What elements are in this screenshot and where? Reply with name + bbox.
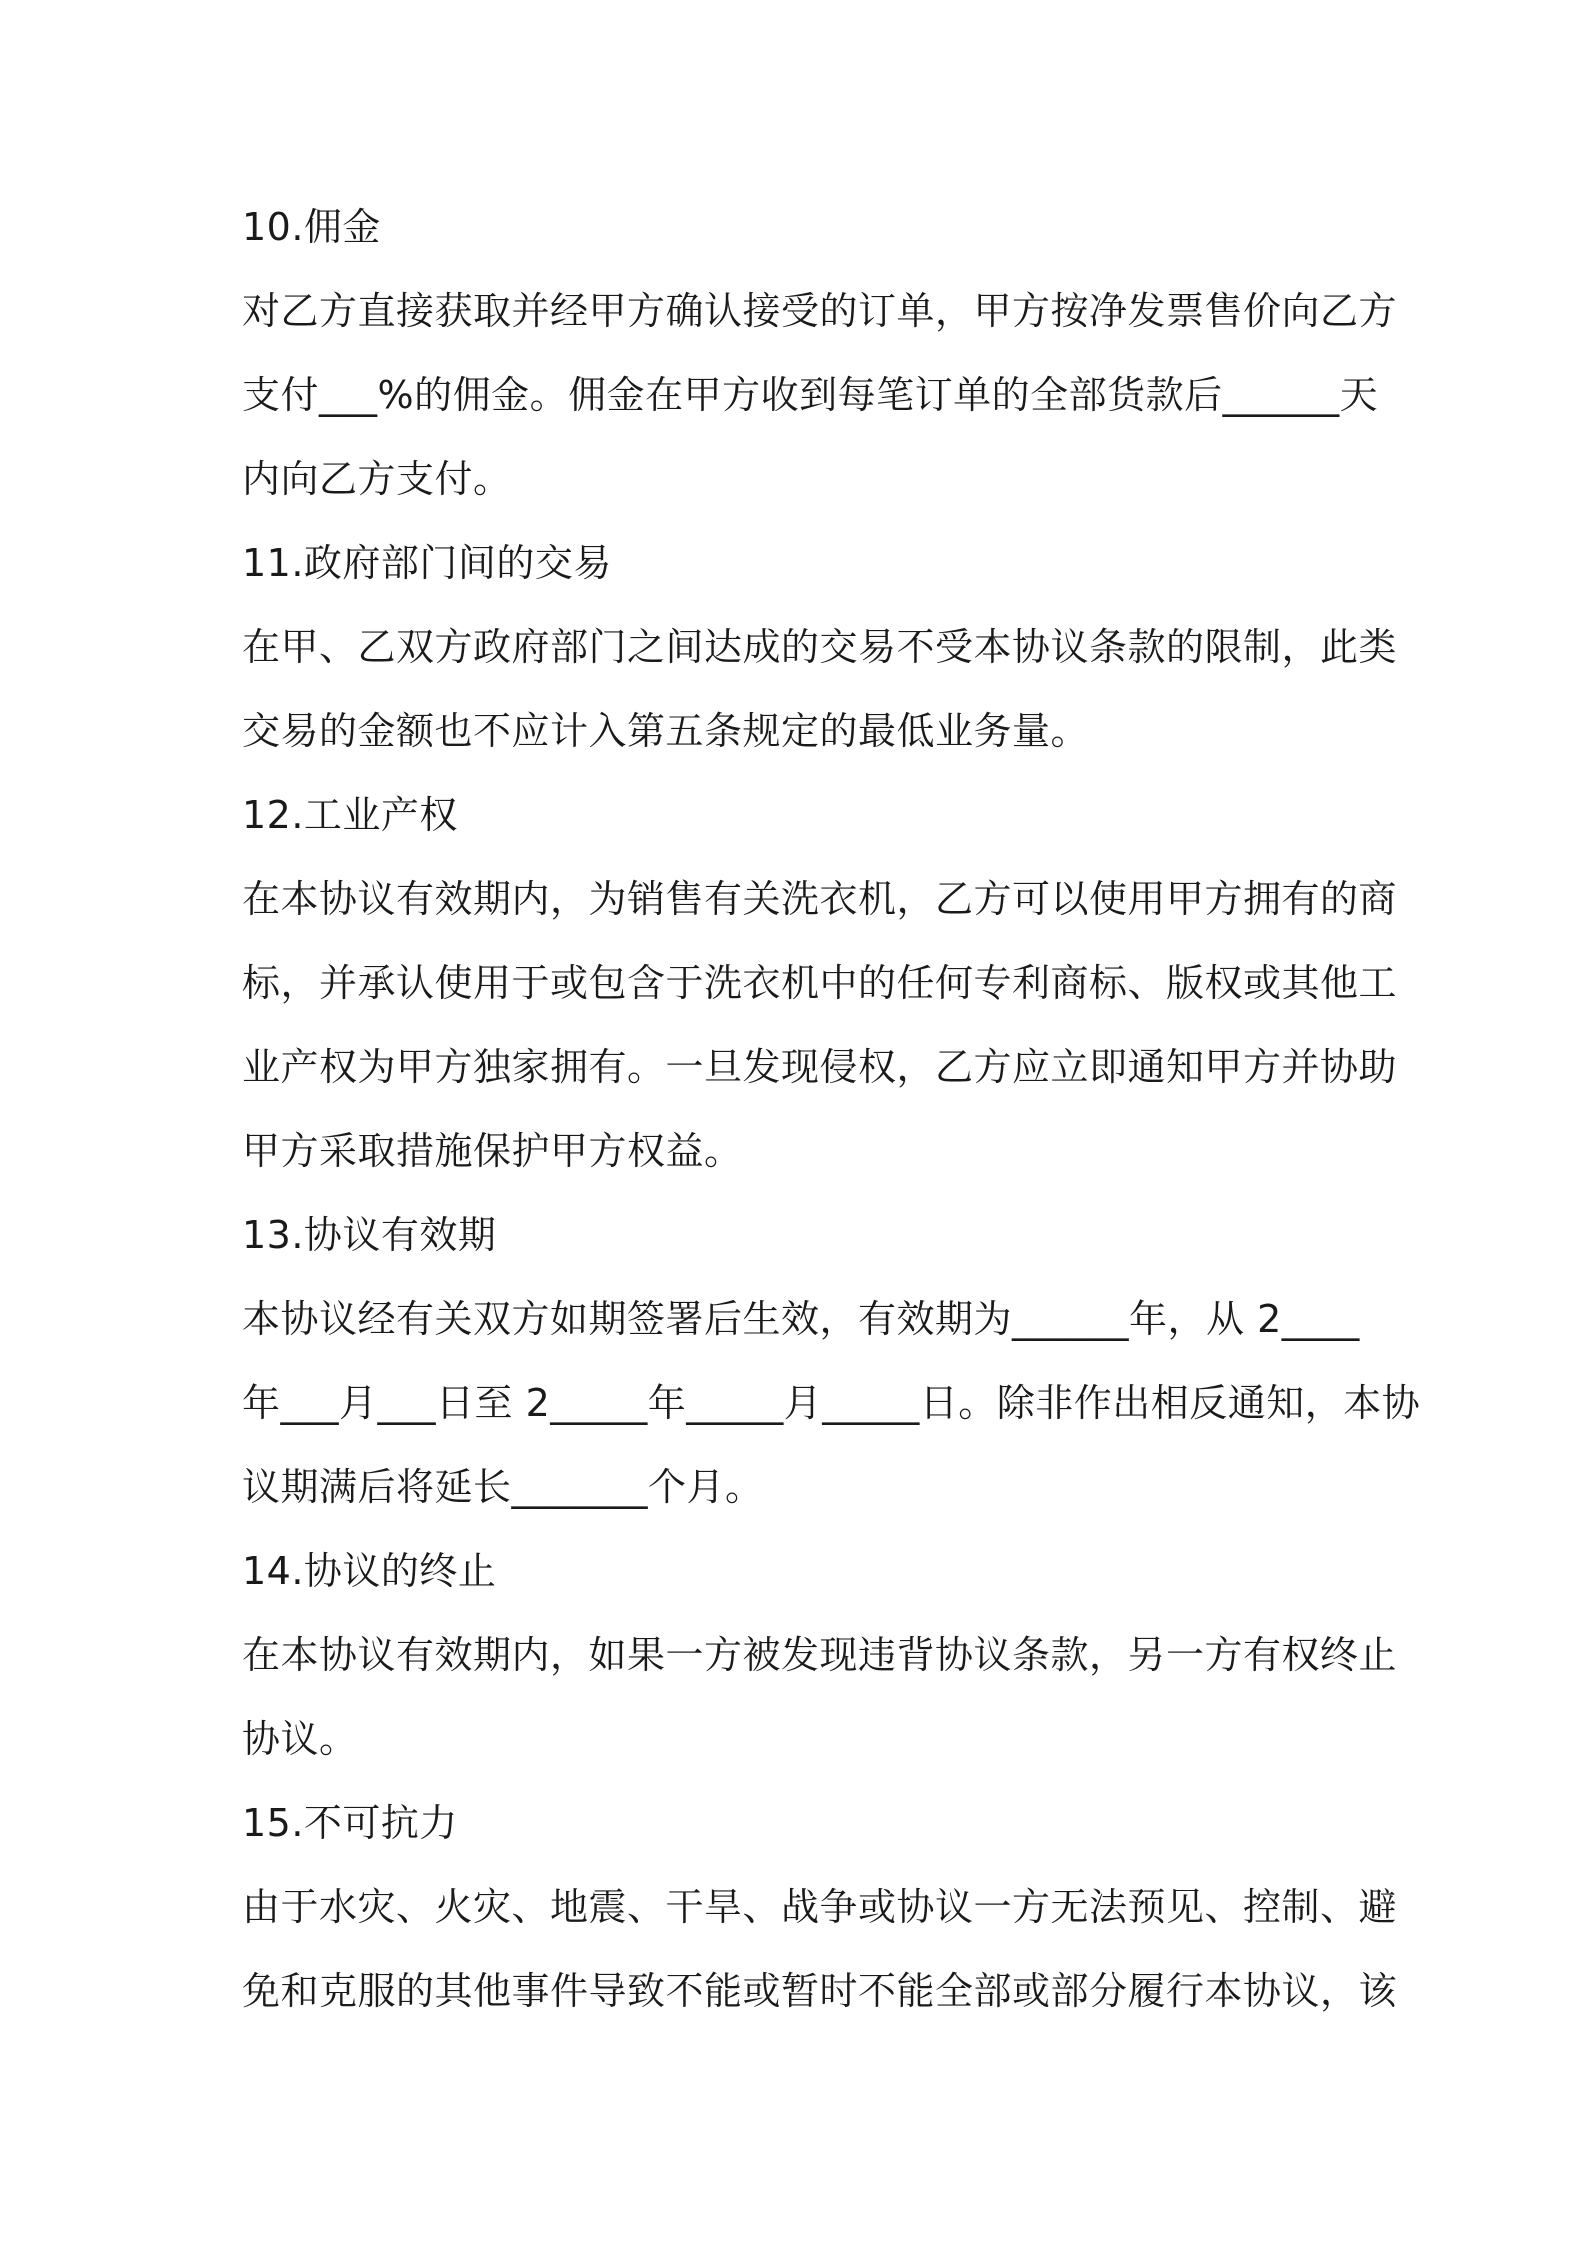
section-11-text-line-2: 交易的金额也不应计入第五条规定的最低业务量。	[242, 709, 1090, 753]
section-14-text-line-2: 协议。	[242, 1717, 358, 1761]
section-15-text-line-2: 免和克服的其他事件导致不能或暂时不能全部或部分履行本协议，该	[242, 1969, 1398, 2013]
section-10-text-line-1: 对乙方直接获取并经甲方确认接受的订单，甲方按净发票售价向乙方	[242, 289, 1398, 333]
section-14-text-line-1: 在本协议有效期内，如果一方被发现违背协议条款，另一方有权终止	[242, 1633, 1398, 1677]
section-12-text-line-2: 标，并承认使用于或包含于洗衣机中的任何专利商标、版权或其他工	[242, 961, 1398, 1005]
section-13-text-line-1: 本协议经有关双方如期签署后生效，有效期为______年，从 2____	[242, 1297, 1360, 1341]
section-11-text-line-1: 在甲、乙双方政府部门之间达成的交易不受本协议条款的限制，此类	[242, 625, 1398, 669]
section-12-text-line-4: 甲方采取措施保护甲方权益。	[242, 1129, 743, 1173]
section-11-heading: 11.政府部门间的交易	[242, 541, 612, 585]
section-13-text-line-3: 议期满后将延长_______个月。	[242, 1465, 764, 1509]
section-10-text-line-3: 内向乙方支付。	[242, 457, 512, 501]
section-12-heading: 12.工业产权	[242, 793, 458, 837]
section-13-text-line-2: 年___月___日至 2_____年_____月_____日。除非作出相反通知，本协	[242, 1381, 1421, 1425]
section-12-text-line-3: 业产权为甲方独家拥有。一旦发现侵权，乙方应立即通知甲方并协助	[242, 1045, 1398, 1089]
section-12-text-line-1: 在本协议有效期内，为销售有关洗衣机，乙方可以使用甲方拥有的商	[242, 877, 1398, 921]
section-15-text-line-1: 由于水灾、火灾、地震、干旱、战争或协议一方无法预见、控制、避	[242, 1885, 1398, 1929]
section-15-heading: 15.不可抗力	[242, 1801, 458, 1845]
section-10-text-line-2: 支付___%的佣金。佣金在甲方收到每笔订单的全部货款后______天	[242, 373, 1379, 417]
section-13-heading: 13.协议有效期	[242, 1213, 497, 1257]
section-14-heading: 14.协议的终止	[242, 1549, 497, 1593]
document-page	[242, 185, 1421, 2033]
section-10-heading: 10.佣金	[242, 205, 381, 249]
